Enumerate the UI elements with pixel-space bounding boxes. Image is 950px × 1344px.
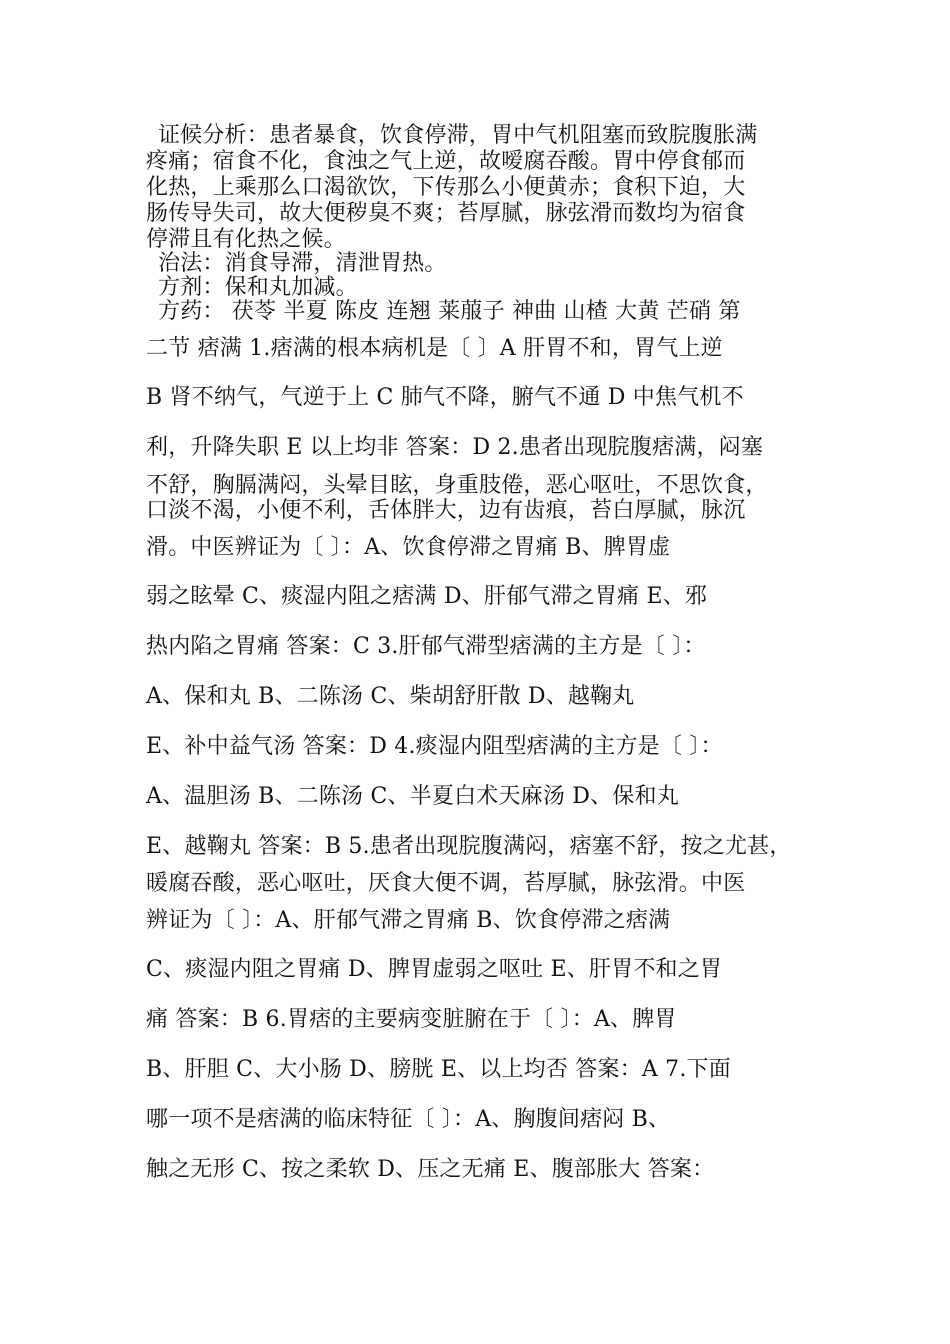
text-line: A、温胆汤 B、二陈汤 C、半夏白术天麻汤 D、保和丸	[146, 784, 679, 809]
text-line: B、肝胆 C、大小肠 D、膀胱 E、以上均否 答案：A 7.下面	[146, 1057, 731, 1082]
text-line: 热内陷之胃痛 答案：C 3.肝郁气滞型痞满的主方是〔 〕：	[146, 634, 706, 659]
text-line: 利，升降失职 E 以上均非 答案：D 2.患者出现脘腹痞满，闷塞	[146, 435, 764, 460]
text-line: 弱之眩晕 C、痰湿内阻之痞满 D、肝郁气滞之胃痛 E、邪	[146, 584, 708, 609]
text-line: 痛 答案：B 6.胃痞的主要病变脏腑在于〔 〕：A、脾胃	[146, 1007, 677, 1032]
text-line: 证候分析：患者暴食，饮食停滞，胃中气机阻塞而致脘腹胀满	[158, 123, 758, 148]
text-line: 暖腐吞酸，恶心呕吐，厌食大便不调，苔厚腻，脉弦滑。中医	[146, 871, 746, 896]
text-line: A、保和丸 B、二陈汤 C、柴胡舒肝散 D、越鞠丸	[146, 684, 635, 709]
text-line: 二节 痞满 1.痞满的根本病机是〔 〕A 肝胃不和，胃气上逆	[146, 336, 723, 361]
text-line: 疼痛；宿食不化，食浊之气上逆，故嗳腐吞酸。胃中停食郁而	[146, 149, 746, 174]
text-line: 滑。中医辨证为〔 〕：A、饮食停滞之胃痛 B、脾胃虚	[146, 535, 671, 560]
text-line: 不舒，胸膈满闷，头晕目眩，身重肢倦，恶心呕吐，不思饮食，	[146, 473, 768, 498]
text-line: 口淡不渴，小便不利，舌体胖大，边有齿痕，苔白厚腻，脉沉	[146, 498, 746, 523]
text-line: 方剂：保和丸加减。	[158, 275, 358, 300]
text-line: B 肾不纳气，气逆于上 C 肺气不降，腑气不通 D 中焦气机不	[146, 385, 744, 410]
text-line: 化热，上乘那么口渴欲饮，下传那么小便黄赤；食积下迫，大	[146, 175, 746, 200]
text-line: 肠传导失司，故大便秽臭不爽；苔厚腻，脉弦滑而数均为宿食	[146, 201, 746, 226]
text-line: 方药： 茯苓 半夏 陈皮 连翘 莱菔子 神曲 山楂 大黄 芒硝 第	[158, 299, 741, 324]
text-line: C、痰湿内阻之胃痛 D、脾胃虚弱之呕吐 E、肝胃不和之胃	[146, 957, 723, 982]
text-line: 触之无形 C、按之柔软 D、压之无痛 E、腹部胀大 答案：	[146, 1157, 715, 1182]
text-line: 治法：消食导滞，清泄胃热。	[158, 251, 447, 276]
text-line: E、越鞠丸 答案：B 5.患者出现脘腹满闷，痞塞不舒，按之尤甚，	[146, 834, 792, 859]
text-line: 辨证为〔 〕：A、肝郁气滞之胃痛 B、饮食停滞之痞满	[146, 908, 671, 933]
text-line: 停滞且有化热之候。	[146, 227, 346, 252]
text-line: 哪一项不是痞满的临床特征〔 〕：A、胸腹间痞闷 B、	[146, 1107, 671, 1132]
text-line: E、补中益气汤 答案：D 4.痰湿内阻型痞满的主方是〔 〕：	[146, 734, 723, 759]
